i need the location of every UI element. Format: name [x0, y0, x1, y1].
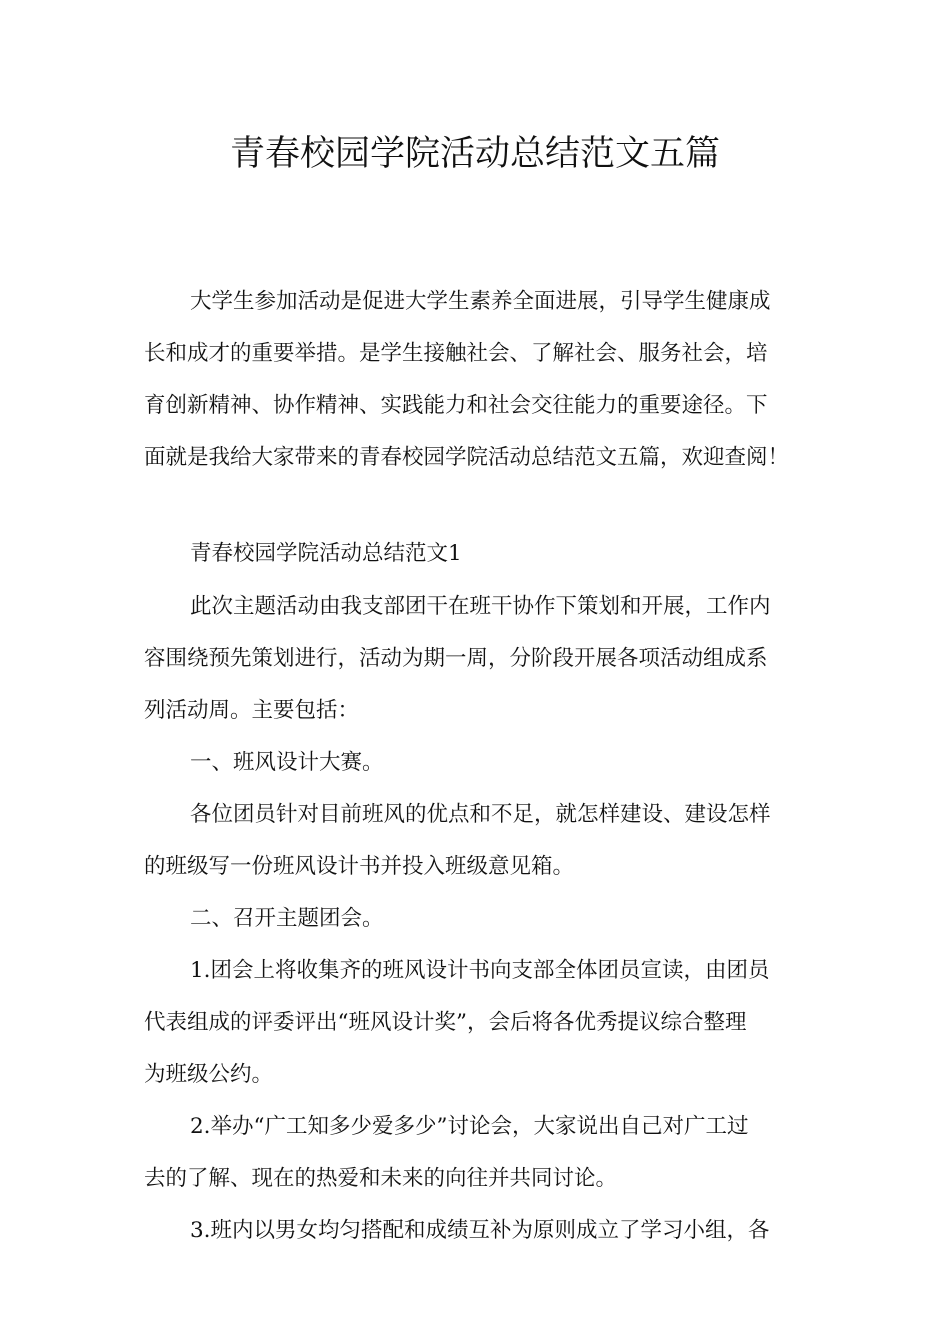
body-line: 代表组成的评委评出“班风设计奖”，会后将各优秀提议综合整理	[144, 1010, 747, 1035]
body-text	[144, 581, 809, 1257]
body-line: 3.班内以男女均匀搭配和成绩互补为原则成立了学习小组，各	[190, 1218, 770, 1243]
section-heading-block	[144, 528, 809, 580]
body-line: 为班级公约。	[144, 1062, 274, 1087]
intro-line: 面就是我给大家带来的青春校园学院活动总结范文五篇，欢迎查阅！	[144, 445, 790, 470]
body-line: 2.举办“广工知多少爱多少”讨论会，大家说出自己对广工过	[190, 1114, 749, 1139]
section-heading: 青春校园学院活动总结范文1	[190, 541, 462, 566]
intro-paragraph	[144, 276, 809, 484]
body-line: 去的了解、现在的热爱和未来的向往并共同讨论。	[144, 1166, 618, 1191]
intro-line: 育创新精神、协作精神、实践能力和社会交往能力的重要途径。下	[144, 393, 768, 418]
body-line: 二、召开主题团会。	[190, 906, 384, 931]
body-line: 此次主题活动由我支部团干在班干协作下策划和开展，工作内	[190, 594, 771, 619]
intro-line: 大学生参加活动是促进大学生素养全面进展，引导学生健康成	[190, 289, 771, 314]
intro-line: 长和成才的重要举措。是学生接触社会、了解社会、服务社会，培	[144, 341, 768, 366]
body-line: 容围绕预先策划进行，活动为期一周，分阶段开展各项活动组成系	[144, 646, 768, 671]
body-line: 的班级写一份班风设计书并投入班级意见箱。	[144, 854, 575, 879]
document-title: 青春校园学院活动总结范文五篇	[229, 134, 720, 174]
body-line: 一、班风设计大赛。	[190, 750, 384, 775]
body-line: 各位团员针对目前班风的优点和不足，就怎样建设、建设怎样	[190, 802, 771, 827]
body-line: 1.团会上将收集齐的班风设计书向支部全体团员宣读，由团员	[190, 958, 770, 983]
body-line: 列活动周。主要包括：	[144, 698, 360, 723]
